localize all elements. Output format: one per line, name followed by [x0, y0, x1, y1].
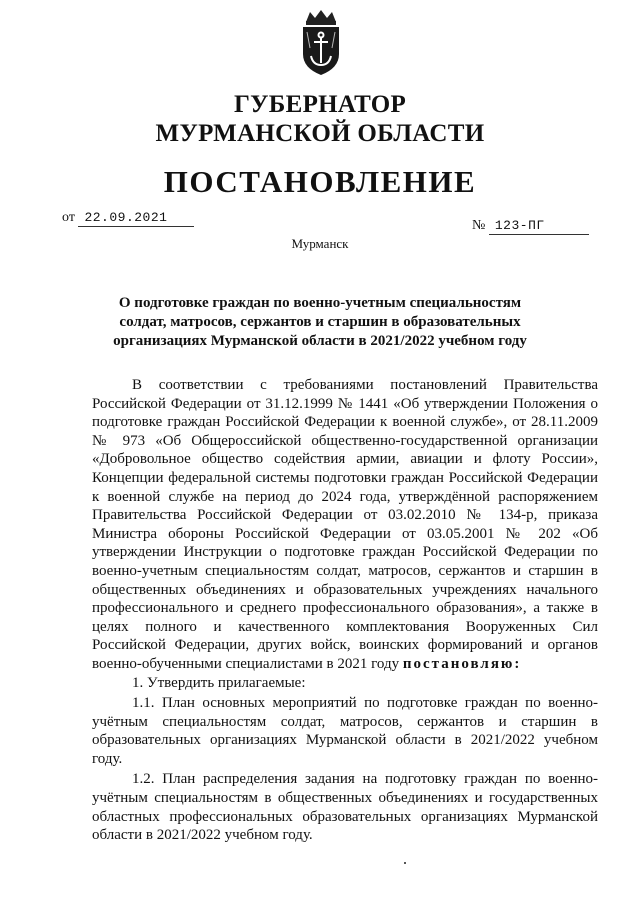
date-prefix: от — [62, 210, 75, 225]
title-line-2: МУРМАНСКОЙ ОБЛАСТИ — [155, 120, 485, 147]
document-number: 123-ПГ — [494, 218, 545, 233]
intro-keyword: постановляю: — [402, 655, 522, 672]
date-line — [62, 210, 194, 227]
city: Мурманск — [291, 236, 349, 251]
item-1-1: 1.1. План основных мероприятий по подготовке граждан по военно-учётным специальностям солдат, матросов, сержантов и старшин в образовательных организациях Мурманской области в 2021/2022 учебном году. — [92, 695, 598, 767]
scan-speck — [404, 862, 406, 864]
document-body — [92, 376, 598, 845]
number-prefix: № — [472, 218, 486, 233]
document-date: 22.09.2021 — [84, 210, 168, 225]
intro-paragraph — [92, 376, 598, 674]
item-1-2: 1.2. План распределения задания на подготовку граждан по военно-учётным специальностям в общественных объединениях и государственных областных профессиональных образовательных организациях Мурманской области в 2021/2022 учебном году. — [92, 771, 598, 844]
title-line-1: ГУБЕРНАТОР — [233, 91, 407, 118]
date-underline — [78, 210, 194, 227]
governor-title — [0, 90, 640, 148]
intro-text: В соответствии с требованиями постановлений Правительства Российской Федерации от 31.12.1999 № 1441 «Об утверждении Положения о подготовке граждан Российской Федерации к военной службе», от 28.11.2009 № 973 «Об Общероссийской общественно-государственной организации «Добровольное общество содействия армии, авиации и флоту России», Концепции федеральной системы подготовки граждан Российской Федерации к военной службе на период до 2024 года, утверждённой распоряжением Правительства Российской Федерации от 03.02.2010 № 134-р, приказа Министра обороны Российской Федерации от 03.05.2001 № 202 «Об утверждении Инструкции о подготовке граждан Российской Федерации по военно-учетным специальностям солдат, матросов, сержантов и старшин в общественных объединениях и образовательных учреждениях начального профессионального и среднего профессионального образования», а также в целях полного и качественного комплектования Вооруженных Сил Российской Федерации, других войск, воинских формирований и органов военно-обученными специалистами в 2021 году — [92, 377, 598, 672]
item-1: 1. Утвердить прилагаемые: — [132, 674, 306, 691]
coat-of-arms-icon — [292, 8, 350, 78]
number-line — [472, 218, 589, 235]
document-type: ПОСТАНОВЛЕНИЕ — [163, 164, 477, 199]
number-underline — [489, 218, 589, 235]
document-subject: О подготовке граждан по военно-учетным специальностям солдат, матросов, сержантов и старшин в образовательных организациях Мурманской области в 2021/2022 учебном году — [113, 295, 527, 349]
